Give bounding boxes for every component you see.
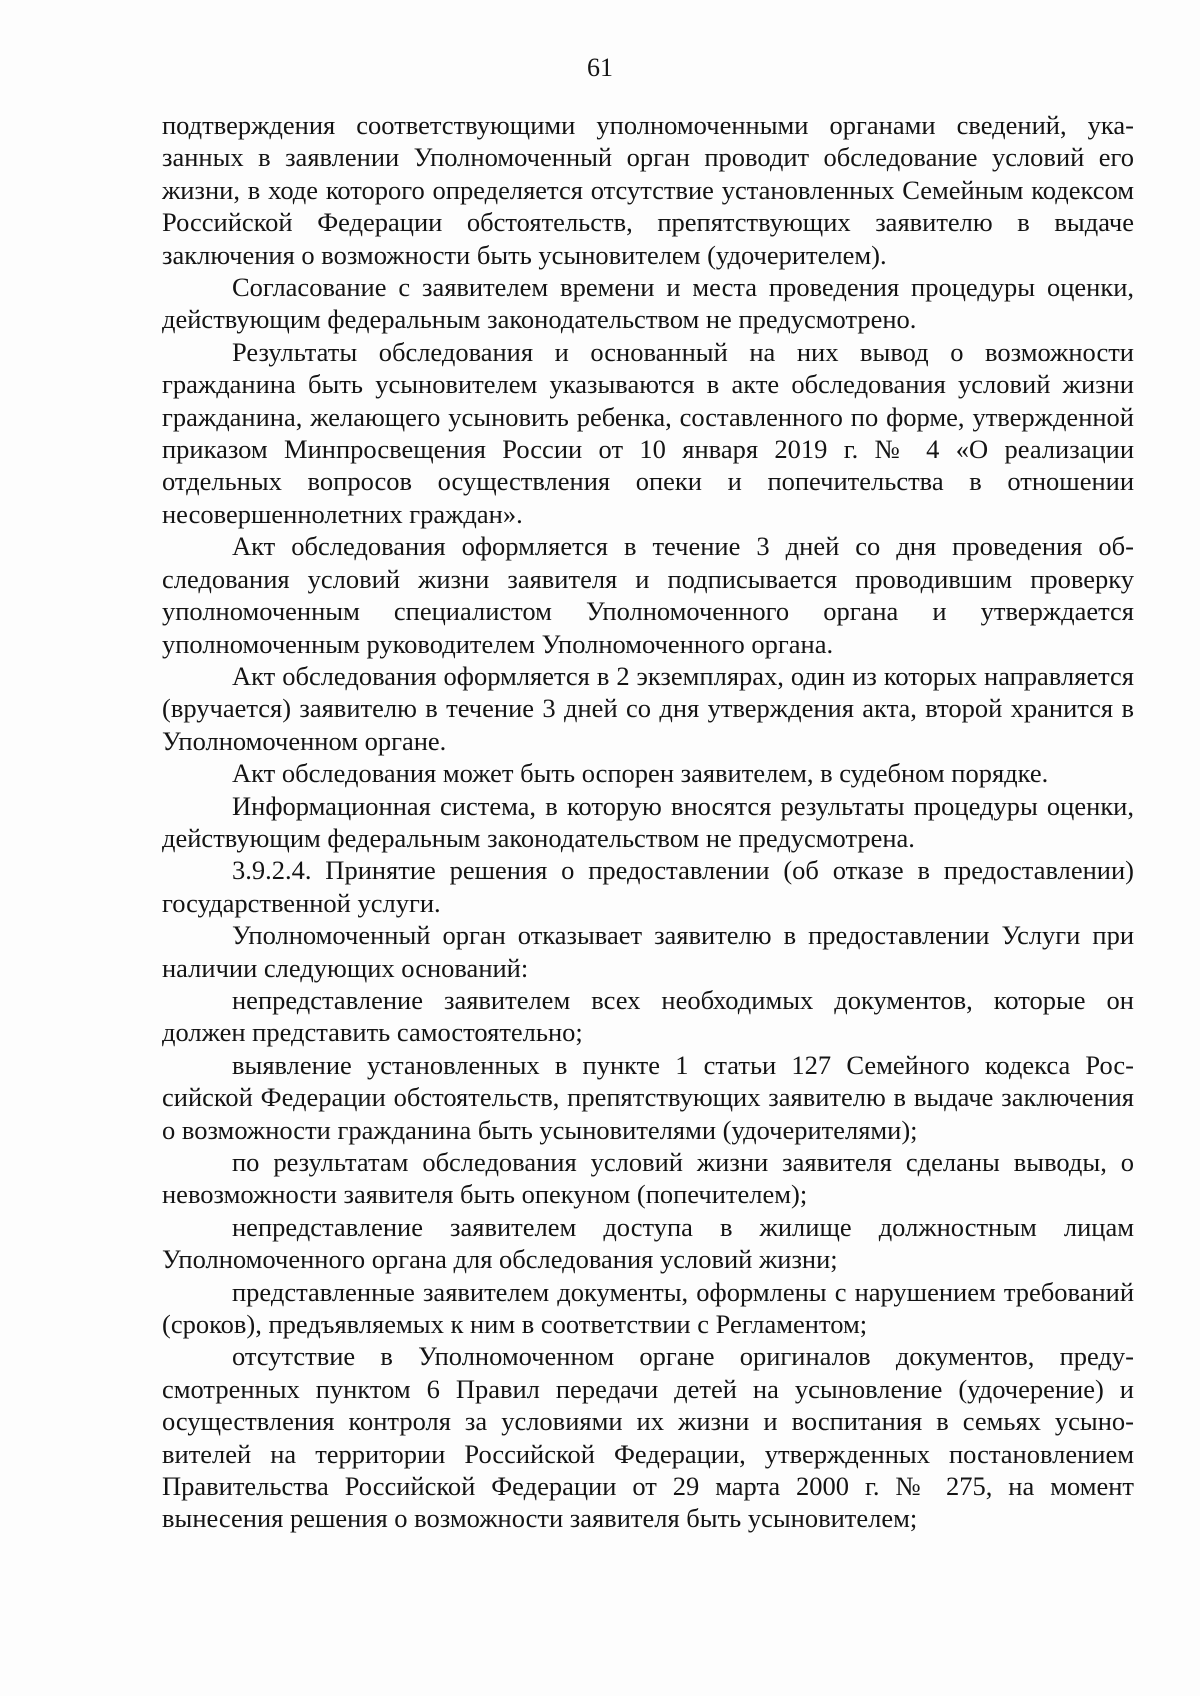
list-item-family-code-circumstances: выявление установленных в пункте 1 статьи 127 Семейного кодекса Российской Федерации обстоятельств, препятствующих заявителю в выдаче заключения о возможности гражданина быть усыновителями (удочерителями); [162,1049,1134,1145]
list-item-document-violations: представленные заявителем документы, оформлены с нарушением требований (сроков), предъявляемых к ним в соответствии с Регламентом; [162,1276,1134,1340]
paragraph-information-system: Информационная система, в которую вносятся результаты процедуры оценки, действующим федеральным законодательством не предусмотрена. [162,790,1134,853]
paragraph-act-issued: Акт обследования оформляется в течение 3 дней со дня проведения обследования условий жизни заявителя и подписывается проводившим проверку уполномоченным специалистом Уполномоченного органа и утверждается уполномоченным руководителем Уполномоченного органа. [162,531,1134,659]
paragraph-inspection-results: Результаты обследования и основанный на них вывод о возможности гражданина быть усыновителем указываются в акте обследования условий жизни гражданина, желающего усыновить ребенка, составленного по форме, утвержденной приказом Минпросвещения России от 10 января 2019 г. № 4 «О реализации отдельных вопросов осуществления опеки и попечительства в отношении несовершеннолетних граждан». [162,336,1134,529]
list-item-missing-documents: непредставление заявителем всех необходимых документов, которые он должен представить самостоятельно; [162,984,1134,1048]
paragraph-act-appeal: Акт обследования может быть оспорен заявителем, в судебном порядке. [232,758,1049,789]
list-item-no-housing-access: непредставление заявителем доступа в жилище должностным лицам Уполномоченного органа для обследования условий жизни; [162,1211,1134,1275]
paragraph-act-copies: Акт обследования оформляется в 2 экземплярах, один из которых направляется (вручается) заявителю в течение 3 дней со дня утверждения акта, второй хранится в Уполномоченном органе. [162,660,1134,756]
paragraph-continuation: подтверждения соответствующими уполномоченными органами сведений, указанных в заявлении Уполномоченный орган проводит обследование условий его жизни, в ходе которого определяется отсутствие установленных Семейным кодексом Российской Федерации обстоятельств, препятствующих заявителю в выдаче заключения о возможности быть усыновителем (удочерителем). [162,110,1134,270]
document-body [162,109,1134,1535]
section-heading-3-9-2-4: 3.9.2.4. Принятие решения о предоставлении (об отказе в предоставлении) государственной услуги. [162,855,1134,918]
paragraph-coordination: Согласование с заявителем времени и места проведения процедуры оценки, действующим федеральным законодательством не предусмотрено. [162,272,1134,335]
list-item-inspection-conclusion: по результатам обследования условий жизни заявителя сделаны выводы, о невозможности заявителя быть опекуном (попечителем); [162,1147,1134,1210]
paragraph-refusal-grounds-intro: Уполномоченный орган отказывает заявителю в предоставлении Услуги при наличии следующих оснований: [162,920,1134,983]
list-item-missing-originals: отсутствие в Уполномоченном органе оригиналов документов, предусмотренных пунктом 6 Правил передачи детей на усыновление (удочерение) и осуществления контроля за условиями их жизни и воспитания в семьях усыновителей на территории Российской Федерации, утвержденных постановлением Правительства Российской Федерации от 29 марта 2000 г. № 275, на момент вынесения решения о возможности заявителя быть усыновителем; [162,1341,1134,1534]
page-number: 61 [587,53,613,82]
